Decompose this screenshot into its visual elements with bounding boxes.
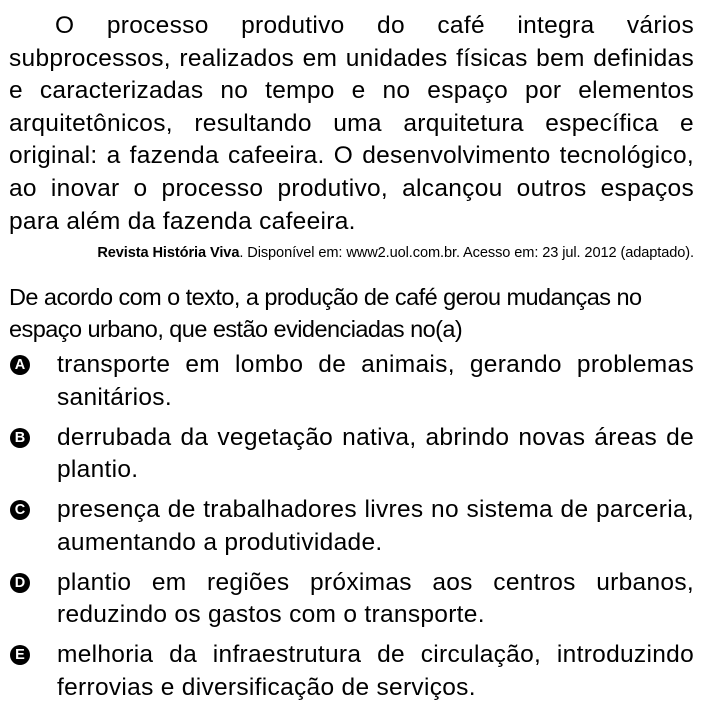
passage-text: O processo produtivo do café integra vários subprocessos, realizados em unidades físicas bem definidas e caracterizadas no tempo e no espaço por elementos arquitetônicos, resultando uma arquitetura específica e original: a fazenda cafeeira. O desenvolvimento tecnológico, ao inovar o processo produtivo, alcançou outros espaços para além da fazenda cafeeira.: [9, 12, 694, 235]
option-letter-badge: B: [10, 428, 30, 448]
option-d[interactable]: [9, 567, 694, 632]
option-text: derrubada da vegetação nativa, abrindo novas áreas de plantio.: [57, 423, 694, 484]
option-text: transporte em lombo de animais, gerando problemas sanitários.: [57, 351, 694, 411]
option-letter-badge: D: [10, 573, 30, 593]
option-c[interactable]: [9, 494, 694, 559]
option-text: plantio em regiões próximas aos centros urbanos, reduzindo os gastos com o transporte.: [57, 568, 694, 629]
option-letter-badge: E: [10, 645, 30, 665]
option-letter-badge: C: [10, 500, 30, 520]
exam-question: [9, 10, 694, 712]
option-b[interactable]: [9, 422, 694, 487]
answer-options: [9, 349, 694, 704]
option-text: melhoria da infraestrutura de circulação, introduzindo ferrovias e diversificação de serviços.: [57, 641, 694, 701]
option-a[interactable]: [9, 349, 694, 414]
option-text: presença de trabalhadores livres no sistema de parceria, aumentando a produtividade.: [57, 496, 694, 556]
question-stem: De acordo com o texto, a produção de café gerou mudanças no espaço urbano, que estão evidenciadas no(a): [9, 284, 642, 343]
option-e[interactable]: [9, 639, 694, 704]
option-letter-badge: A: [10, 355, 30, 375]
source-publication: Revista História Viva: [97, 245, 240, 262]
source-details: . Disponível em: www2.uol.com.br. Acesso em: 23 jul. 2012 (adaptado).: [239, 245, 694, 262]
source-citation: [9, 243, 694, 263]
